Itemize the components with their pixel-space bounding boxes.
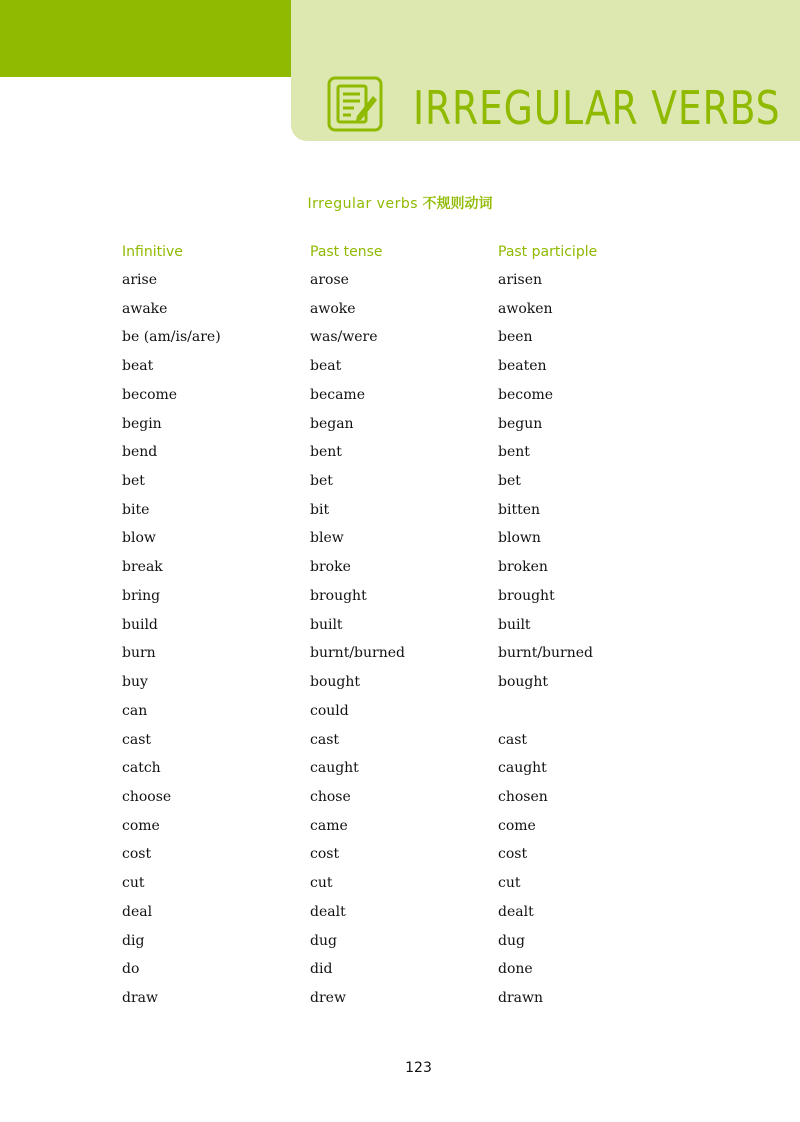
table-row <box>0 527 800 556</box>
table-row <box>0 269 800 298</box>
past-participle-cell: chosen <box>498 788 548 805</box>
infinitive-cell: burn <box>122 645 156 662</box>
page-number: 123 <box>405 1060 432 1076</box>
past-participle-cell: cast <box>498 731 527 748</box>
table-row <box>0 642 800 671</box>
infinitive-cell: blow <box>122 530 156 547</box>
past-tense-cell: bet <box>310 473 333 490</box>
table-row <box>0 470 800 499</box>
column-header-past-tense: Past tense <box>310 244 383 260</box>
past-tense-cell: could <box>310 702 349 719</box>
infinitive-cell: cast <box>122 731 151 748</box>
infinitive-cell: begin <box>122 415 162 432</box>
table-row <box>0 815 800 844</box>
table-row <box>0 326 800 355</box>
past-tense-cell: cut <box>310 875 333 892</box>
past-tense-cell: blew <box>310 530 344 547</box>
past-tense-cell: broke <box>310 559 351 576</box>
past-participle-cell: begun <box>498 415 543 432</box>
table-row <box>0 384 800 413</box>
past-participle-cell: dug <box>498 932 525 949</box>
past-tense-cell: built <box>310 616 343 633</box>
past-participle-cell: beaten <box>498 358 547 375</box>
past-tense-cell: beat <box>310 358 342 375</box>
past-tense-cell: dug <box>310 932 337 949</box>
past-tense-cell: began <box>310 415 354 432</box>
table-row <box>0 671 800 700</box>
past-tense-cell: dealt <box>310 903 346 920</box>
past-participle-cell: blown <box>498 530 541 547</box>
table-row <box>0 441 800 470</box>
past-tense-cell: did <box>310 961 333 978</box>
column-header-past-participle: Past participle <box>498 244 598 260</box>
table-row <box>0 930 800 959</box>
header-band-dark <box>0 0 291 77</box>
infinitive-cell: become <box>122 386 178 403</box>
table-row <box>0 757 800 786</box>
past-participle-cell: bent <box>498 444 530 461</box>
table-row <box>0 729 800 758</box>
past-tense-cell: chose <box>310 788 351 805</box>
past-tense-cell: cast <box>310 731 339 748</box>
past-participle-cell: cut <box>498 875 521 892</box>
infinitive-cell: can <box>122 702 148 719</box>
infinitive-cell: deal <box>122 903 153 920</box>
infinitive-cell: bet <box>122 473 145 490</box>
infinitive-cell: beat <box>122 358 154 375</box>
infinitive-cell: draw <box>122 989 158 1006</box>
past-tense-cell: cost <box>310 846 340 863</box>
infinitive-cell: catch <box>122 760 161 777</box>
past-participle-cell: arisen <box>498 272 543 288</box>
past-tense-cell: burnt/burned <box>310 645 405 662</box>
past-participle-cell: drawn <box>498 989 544 1006</box>
table-row <box>0 958 800 987</box>
infinitive-cell: dig <box>122 932 145 949</box>
table-row <box>0 556 800 585</box>
column-header-infinitive: Infinitive <box>122 244 183 260</box>
past-participle-cell: burnt/burned <box>498 645 593 662</box>
table-row <box>0 843 800 872</box>
infinitive-cell: arise <box>122 272 157 288</box>
past-participle-cell: broken <box>498 559 548 576</box>
infinitive-cell: be (am/is/are) <box>122 329 221 346</box>
infinitive-cell: come <box>122 817 160 834</box>
infinitive-cell: buy <box>122 674 148 691</box>
past-tense-cell: awoke <box>310 300 356 317</box>
past-participle-cell: caught <box>498 760 547 777</box>
past-tense-cell: became <box>310 386 365 403</box>
table-row <box>0 786 800 815</box>
table-row <box>0 499 800 528</box>
past-tense-cell: bought <box>310 674 361 691</box>
table-row <box>0 987 800 1016</box>
past-participle-cell: cost <box>498 846 528 863</box>
past-participle-cell: brought <box>498 587 555 604</box>
infinitive-cell: break <box>122 559 163 576</box>
table-row <box>0 901 800 930</box>
infinitive-cell: build <box>122 616 158 633</box>
past-tense-cell: caught <box>310 760 359 777</box>
past-participle-cell: built <box>498 616 531 633</box>
table-row <box>0 614 800 643</box>
past-tense-cell: was/were <box>310 329 378 346</box>
infinitive-cell: awake <box>122 300 168 317</box>
page-title: IRREGULAR VERBS <box>413 81 781 135</box>
infinitive-cell: cost <box>122 846 152 863</box>
verb-table <box>0 269 800 1015</box>
past-tense-cell: bent <box>310 444 342 461</box>
table-row <box>0 585 800 614</box>
past-tense-cell: brought <box>310 587 367 604</box>
table-row <box>0 872 800 901</box>
infinitive-cell: choose <box>122 788 172 805</box>
infinitive-cell: cut <box>122 875 145 892</box>
past-tense-cell: drew <box>310 989 346 1006</box>
past-tense-cell: came <box>310 817 348 834</box>
past-participle-cell: dealt <box>498 903 534 920</box>
notepad-pencil-icon <box>327 76 383 132</box>
table-row <box>0 700 800 729</box>
past-participle-cell: bought <box>498 674 549 691</box>
table-row <box>0 298 800 327</box>
table-row <box>0 355 800 384</box>
past-participle-cell: bitten <box>498 501 540 518</box>
infinitive-cell: bend <box>122 444 158 461</box>
table-caption <box>0 194 800 214</box>
past-participle-cell: become <box>498 386 554 403</box>
past-participle-cell: been <box>498 329 533 346</box>
infinitive-cell: bite <box>122 501 150 518</box>
infinitive-cell: bring <box>122 587 161 604</box>
caption-english: Irregular verbs <box>307 196 419 212</box>
past-participle-cell: come <box>498 817 536 834</box>
infinitive-cell: do <box>122 961 140 978</box>
table-row <box>0 413 800 442</box>
past-participle-cell: done <box>498 961 533 978</box>
past-tense-cell: bit <box>310 501 330 518</box>
past-participle-cell: bet <box>498 473 521 490</box>
caption-chinese: 不规则动词 <box>422 196 493 212</box>
past-participle-cell: awoken <box>498 300 553 317</box>
past-tense-cell: arose <box>310 272 349 288</box>
